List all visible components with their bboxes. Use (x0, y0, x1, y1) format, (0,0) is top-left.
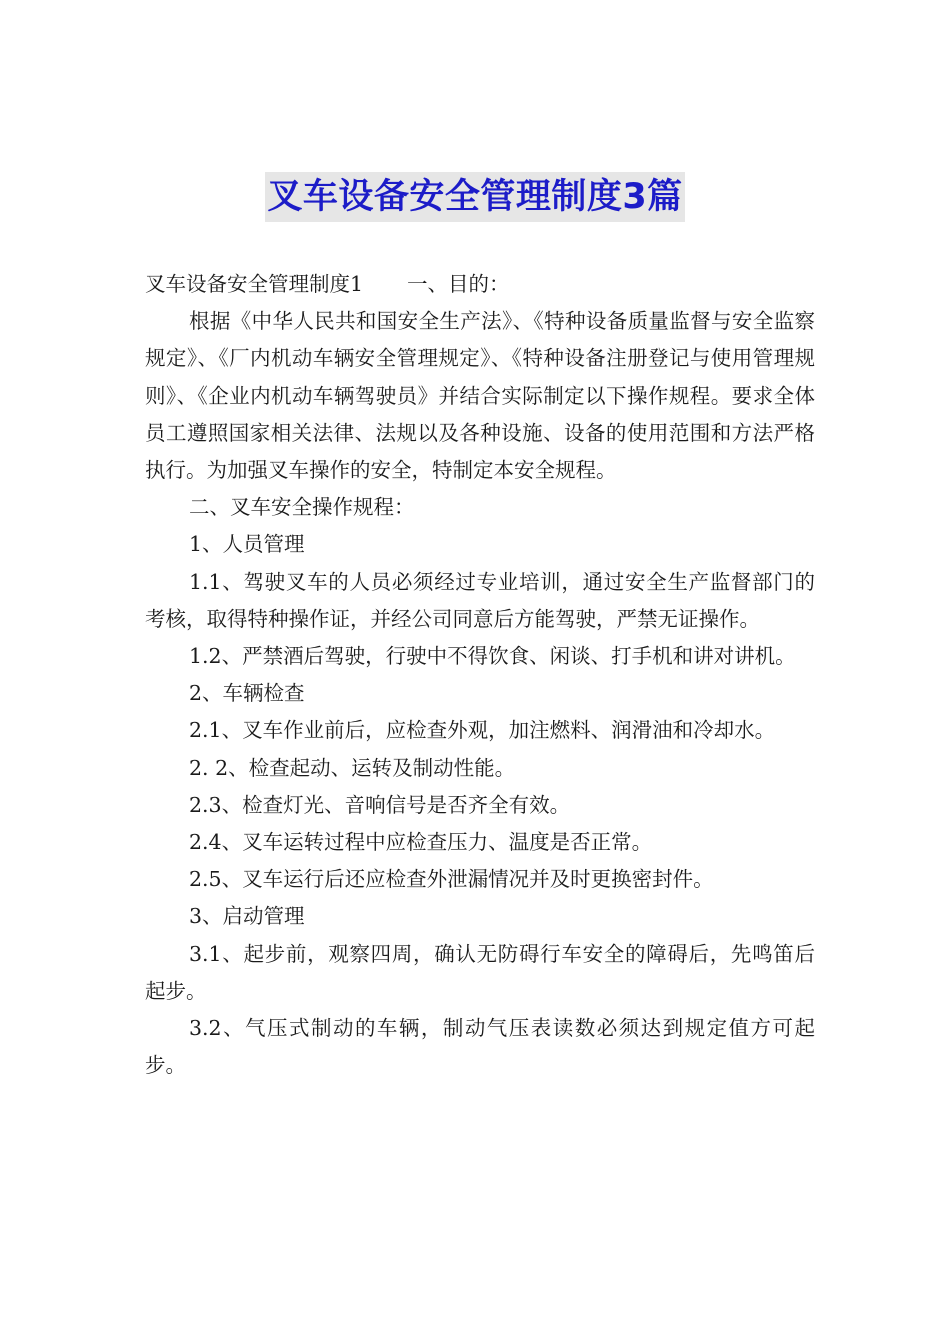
heading-operating-rules: 二、叉车安全操作规程： (189, 495, 415, 520)
section-heading-line (145, 266, 815, 303)
heading-personnel: 1、人员管理 (189, 532, 305, 557)
title-container (0, 172, 950, 222)
paragraph-2-3: 2.3、检查灯光、音响信号是否齐全有效。 (189, 792, 571, 817)
section-heading: 叉车设备安全管理制度1 (145, 272, 364, 296)
document-title: 叉车设备安全管理制度3篇 (265, 172, 684, 222)
heading-vehicle-check: 2、车辆检查 (189, 681, 305, 706)
paragraph-2-1: 2.1、叉车作业前后，应检查外观，加注燃料、润滑油和冷却水。 (189, 718, 776, 743)
paragraph-2-5: 2.5、叉车运行后还应检查外泄漏情况并及时更换密封件。 (189, 867, 714, 892)
subsection-heading: 一、目的： (407, 272, 510, 296)
paragraph-2-4: 2.4、叉车运转过程中应检查压力、温度是否正常。 (189, 830, 653, 855)
paragraph-1-1: 1.1、驾驶叉车的人员必须经过专业培训，通过安全生产监督部门的考核，取得特种操作证，并经公司同意后方能驾驶，严禁无证操作。 (145, 569, 815, 631)
document-body (145, 266, 815, 1084)
paragraph-2-2: 2. 2、检查起动、运转及制动性能。 (189, 755, 516, 780)
heading-startup: 3、启动管理 (189, 904, 305, 929)
paragraph-purpose: 根据《中华人民共和国安全生产法》、《特种设备质量监督与安全监察规定》、《厂内机动车辆安全管理规定》、《特种设备注册登记与使用管理规则》、《企业内机动车辆驾驶员》并结合实际制定以下操作规程。要求全体员工遵照国家相关法律、法规以及各种设施、设备的使用范围和方法严格执行。为加强叉车操作的安全，特制定本安全规程。 (145, 309, 815, 483)
paragraph-1-2: 1.2、严禁酒后驾驶，行驶中不得饮食、闲谈、打手机和讲对讲机。 (189, 644, 796, 669)
paragraph-3-1: 3.1、起步前，观察四周，确认无防碍行车安全的障碍后，先鸣笛后起步。 (145, 941, 815, 1003)
paragraph-3-2: 3.2、气压式制动的车辆，制动气压表读数必须达到规定值方可起步。 (145, 1016, 815, 1078)
